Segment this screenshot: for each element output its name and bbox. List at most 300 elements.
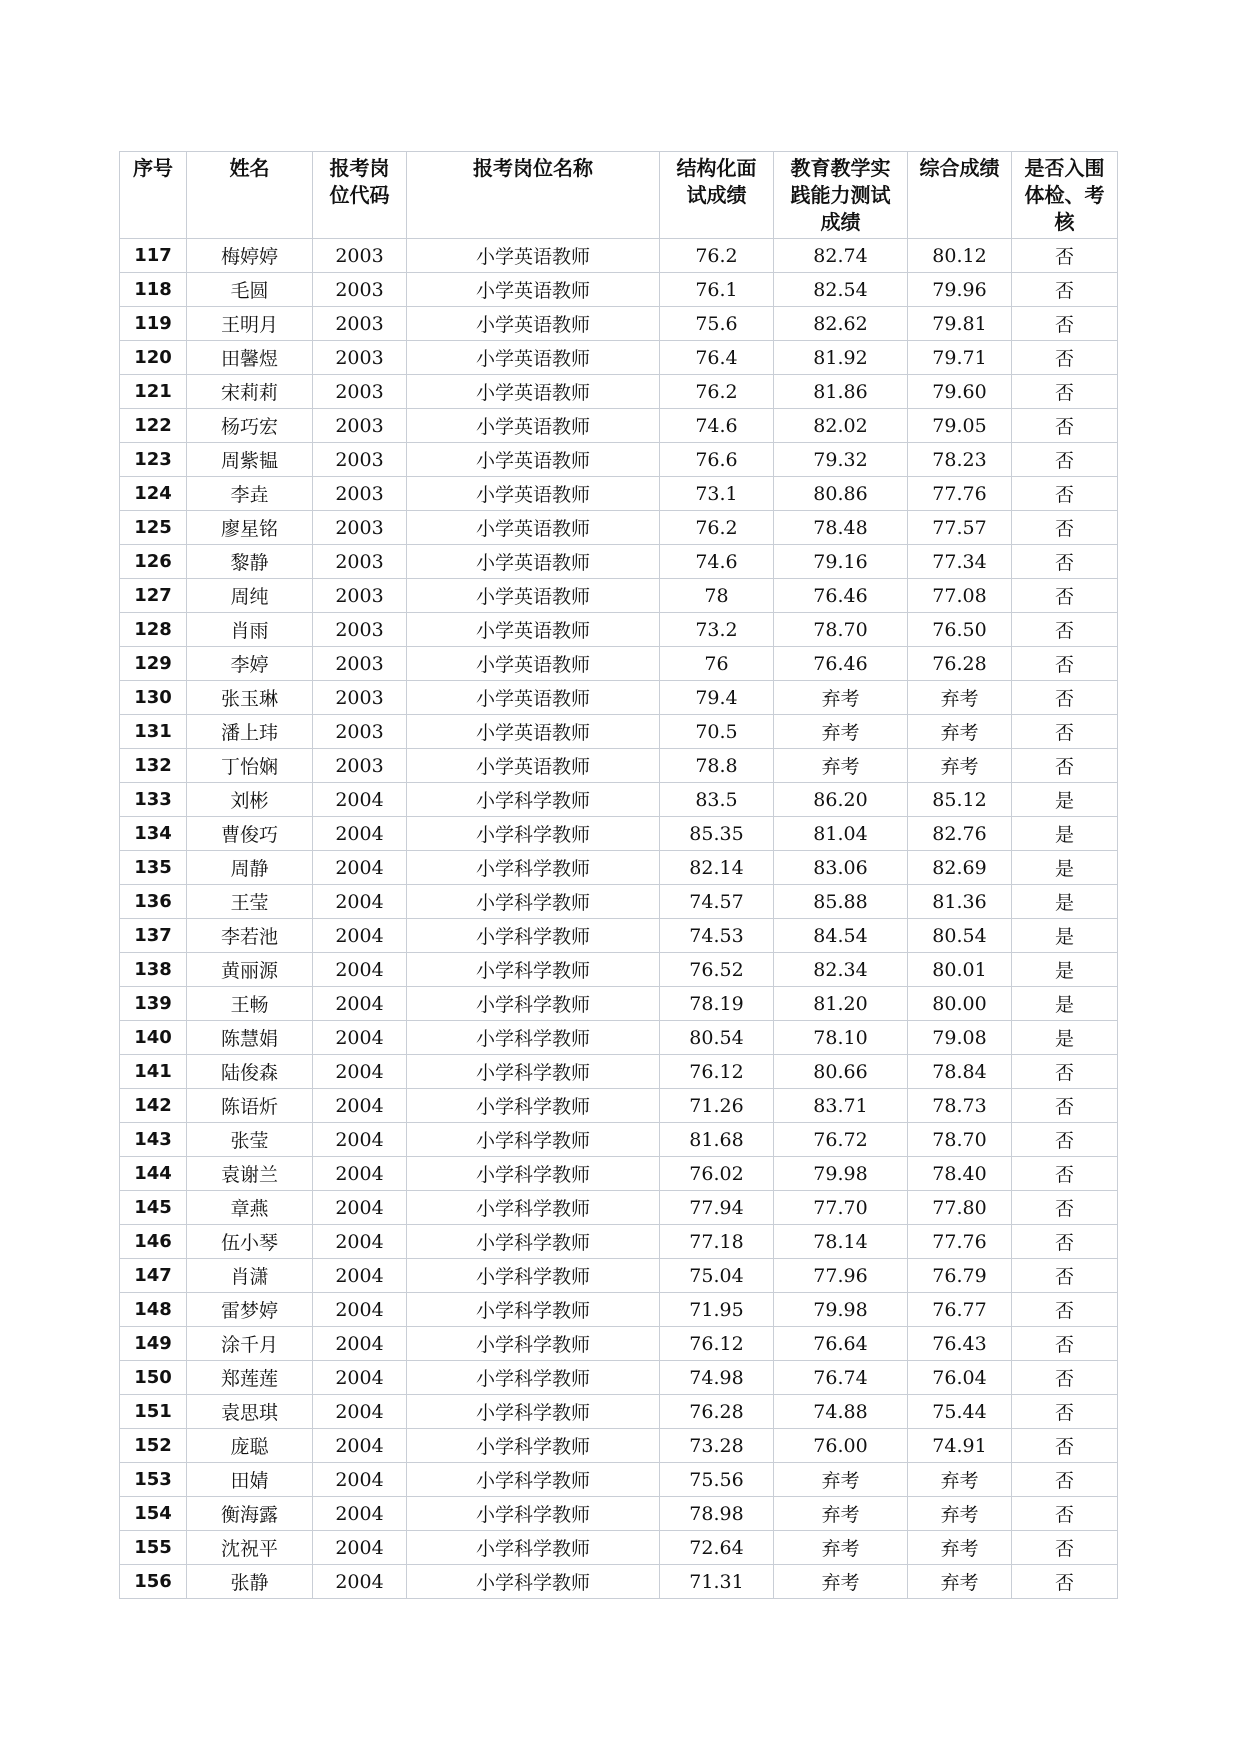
cell-post-code: 2003 [313,443,407,477]
cell-post-name: 小学英语教师 [407,341,660,375]
cell-post-name: 小学英语教师 [407,511,660,545]
results-table [119,151,1118,1599]
cell-shortlist: 否 [1012,511,1118,545]
cell-post-code: 2003 [313,749,407,783]
cell-seq: 135 [120,851,187,885]
cell-post-code: 2003 [313,375,407,409]
cell-total-score: 78.84 [908,1055,1012,1089]
cell-name: 李若池 [187,919,313,953]
table-row [120,545,1118,579]
cell-name: 肖雨 [187,613,313,647]
cell-post-code: 2004 [313,1293,407,1327]
cell-name: 丁怡娴 [187,749,313,783]
cell-post-code: 2004 [313,1429,407,1463]
cell-total-score: 79.96 [908,273,1012,307]
cell-post-name: 小学科学教师 [407,1259,660,1293]
table-row [120,307,1118,341]
cell-total-score: 79.08 [908,1021,1012,1055]
cell-interview-score: 77.94 [660,1191,774,1225]
cell-total-score: 76.79 [908,1259,1012,1293]
cell-total-score: 79.60 [908,375,1012,409]
table-row [120,273,1118,307]
cell-shortlist: 否 [1012,1225,1118,1259]
table-row [120,1327,1118,1361]
table-row [120,1361,1118,1395]
table-row [120,1463,1118,1497]
cell-total-score: 80.00 [908,987,1012,1021]
cell-interview-score: 83.5 [660,783,774,817]
cell-post-code: 2004 [313,885,407,919]
cell-post-name: 小学英语教师 [407,239,660,273]
cell-total-score: 79.05 [908,409,1012,443]
cell-total-score: 77.34 [908,545,1012,579]
cell-interview-score: 76 [660,647,774,681]
cell-seq: 140 [120,1021,187,1055]
cell-seq: 132 [120,749,187,783]
cell-total-score: 79.71 [908,341,1012,375]
cell-seq: 127 [120,579,187,613]
cell-shortlist: 否 [1012,545,1118,579]
cell-shortlist: 否 [1012,375,1118,409]
cell-post-code: 2003 [313,715,407,749]
cell-total-score: 弃考 [908,1463,1012,1497]
cell-practice-score: 81.86 [774,375,908,409]
cell-post-name: 小学科学教师 [407,1021,660,1055]
cell-name: 王莹 [187,885,313,919]
cell-post-name: 小学科学教师 [407,851,660,885]
cell-post-name: 小学科学教师 [407,1225,660,1259]
cell-seq: 133 [120,783,187,817]
cell-shortlist: 否 [1012,1259,1118,1293]
cell-practice-score: 76.72 [774,1123,908,1157]
cell-post-code: 2004 [313,1191,407,1225]
cell-post-name: 小学科学教师 [407,919,660,953]
cell-interview-score: 74.53 [660,919,774,953]
cell-name: 陈慧娟 [187,1021,313,1055]
cell-seq: 128 [120,613,187,647]
cell-seq: 122 [120,409,187,443]
cell-post-name: 小学科学教师 [407,1531,660,1565]
cell-post-name: 小学英语教师 [407,715,660,749]
cell-post-code: 2004 [313,1565,407,1599]
cell-practice-score: 79.16 [774,545,908,579]
cell-total-score: 78.70 [908,1123,1012,1157]
cell-shortlist: 否 [1012,1565,1118,1599]
cell-total-score: 弃考 [908,681,1012,715]
cell-total-score: 80.54 [908,919,1012,953]
table-row [120,987,1118,1021]
cell-name: 田馨煜 [187,341,313,375]
cell-shortlist: 否 [1012,273,1118,307]
cell-post-name: 小学科学教师 [407,1429,660,1463]
table-row [120,1293,1118,1327]
cell-shortlist: 否 [1012,409,1118,443]
cell-seq: 126 [120,545,187,579]
cell-name: 黎静 [187,545,313,579]
cell-post-code: 2003 [313,239,407,273]
cell-seq: 130 [120,681,187,715]
cell-post-name: 小学科学教师 [407,817,660,851]
cell-total-score: 81.36 [908,885,1012,919]
cell-practice-score: 弃考 [774,749,908,783]
cell-total-score: 77.76 [908,1225,1012,1259]
cell-interview-score: 73.1 [660,477,774,511]
cell-post-code: 2004 [313,1497,407,1531]
cell-total-score: 78.23 [908,443,1012,477]
cell-interview-score: 85.35 [660,817,774,851]
cell-seq: 125 [120,511,187,545]
cell-shortlist: 否 [1012,1531,1118,1565]
cell-name: 潘上玮 [187,715,313,749]
header-name: 姓名 [187,152,313,239]
cell-interview-score: 77.18 [660,1225,774,1259]
table-row [120,919,1118,953]
cell-post-code: 2003 [313,307,407,341]
cell-name: 周静 [187,851,313,885]
cell-practice-score: 80.66 [774,1055,908,1089]
cell-seq: 146 [120,1225,187,1259]
cell-interview-score: 81.68 [660,1123,774,1157]
cell-practice-score: 弃考 [774,681,908,715]
cell-post-code: 2004 [313,1463,407,1497]
cell-interview-score: 71.26 [660,1089,774,1123]
cell-name: 刘彬 [187,783,313,817]
cell-practice-score: 84.54 [774,919,908,953]
cell-shortlist: 否 [1012,1157,1118,1191]
table-row [120,1055,1118,1089]
cell-name: 袁谢兰 [187,1157,313,1191]
header-total-score: 综合成绩 [908,152,1012,239]
cell-practice-score: 85.88 [774,885,908,919]
cell-name: 周纯 [187,579,313,613]
cell-interview-score: 74.57 [660,885,774,919]
cell-interview-score: 78.8 [660,749,774,783]
cell-post-name: 小学科学教师 [407,1395,660,1429]
cell-post-code: 2004 [313,1531,407,1565]
cell-practice-score: 78.70 [774,613,908,647]
cell-name: 王明月 [187,307,313,341]
cell-name: 张静 [187,1565,313,1599]
table-row [120,239,1118,273]
cell-post-name: 小学英语教师 [407,647,660,681]
cell-shortlist: 是 [1012,1021,1118,1055]
cell-total-score: 77.08 [908,579,1012,613]
cell-post-code: 2003 [313,579,407,613]
cell-name: 沈祝平 [187,1531,313,1565]
cell-seq: 136 [120,885,187,919]
cell-total-score: 79.81 [908,307,1012,341]
cell-shortlist: 否 [1012,307,1118,341]
table-row [120,511,1118,545]
cell-practice-score: 81.20 [774,987,908,1021]
cell-practice-score: 弃考 [774,715,908,749]
table-row [120,409,1118,443]
table-row [120,1225,1118,1259]
cell-total-score: 76.04 [908,1361,1012,1395]
cell-shortlist: 是 [1012,783,1118,817]
cell-name: 毛圆 [187,273,313,307]
cell-seq: 155 [120,1531,187,1565]
cell-post-name: 小学科学教师 [407,1157,660,1191]
cell-shortlist: 否 [1012,239,1118,273]
cell-total-score: 77.80 [908,1191,1012,1225]
cell-practice-score: 76.74 [774,1361,908,1395]
cell-shortlist: 是 [1012,919,1118,953]
cell-total-score: 76.28 [908,647,1012,681]
cell-post-name: 小学科学教师 [407,987,660,1021]
cell-shortlist: 是 [1012,885,1118,919]
cell-post-code: 2004 [313,1225,407,1259]
cell-name: 廖星铭 [187,511,313,545]
cell-shortlist: 否 [1012,1293,1118,1327]
cell-post-code: 2004 [313,783,407,817]
cell-name: 李垚 [187,477,313,511]
table-row [120,443,1118,477]
header-row [120,152,1118,239]
cell-total-score: 弃考 [908,749,1012,783]
cell-post-code: 2004 [313,1395,407,1429]
cell-practice-score: 82.74 [774,239,908,273]
cell-practice-score: 83.06 [774,851,908,885]
cell-seq: 138 [120,953,187,987]
cell-practice-score: 78.14 [774,1225,908,1259]
cell-post-name: 小学英语教师 [407,681,660,715]
cell-practice-score: 弃考 [774,1531,908,1565]
cell-total-score: 弃考 [908,1497,1012,1531]
header-seq: 序号 [120,152,187,239]
cell-post-name: 小学英语教师 [407,307,660,341]
table-row [120,1259,1118,1293]
table-row [120,341,1118,375]
cell-seq: 153 [120,1463,187,1497]
table-row [120,783,1118,817]
cell-interview-score: 76.2 [660,239,774,273]
cell-practice-score: 82.54 [774,273,908,307]
cell-seq: 144 [120,1157,187,1191]
cell-name: 曹俊巧 [187,817,313,851]
table-row [120,647,1118,681]
cell-interview-score: 76.6 [660,443,774,477]
cell-interview-score: 71.95 [660,1293,774,1327]
cell-practice-score: 弃考 [774,1497,908,1531]
header-post-name: 报考岗位名称 [407,152,660,239]
cell-post-code: 2004 [313,1123,407,1157]
cell-post-name: 小学英语教师 [407,443,660,477]
cell-shortlist: 否 [1012,477,1118,511]
cell-total-score: 80.01 [908,953,1012,987]
cell-interview-score: 73.2 [660,613,774,647]
cell-practice-score: 83.71 [774,1089,908,1123]
table-row [120,681,1118,715]
cell-post-name: 小学英语教师 [407,375,660,409]
cell-shortlist: 否 [1012,1089,1118,1123]
cell-post-code: 2004 [313,1055,407,1089]
cell-post-code: 2003 [313,409,407,443]
cell-interview-score: 76.52 [660,953,774,987]
cell-seq: 150 [120,1361,187,1395]
cell-shortlist: 否 [1012,1123,1118,1157]
cell-name: 王畅 [187,987,313,1021]
cell-practice-score: 79.32 [774,443,908,477]
cell-interview-score: 76.2 [660,375,774,409]
cell-seq: 131 [120,715,187,749]
table-row [120,375,1118,409]
table-row [120,579,1118,613]
cell-total-score: 77.57 [908,511,1012,545]
cell-seq: 142 [120,1089,187,1123]
cell-seq: 154 [120,1497,187,1531]
cell-post-code: 2004 [313,817,407,851]
cell-name: 郑莲莲 [187,1361,313,1395]
cell-interview-score: 75.04 [660,1259,774,1293]
cell-post-name: 小学科学教师 [407,1293,660,1327]
cell-interview-score: 71.31 [660,1565,774,1599]
cell-practice-score: 81.92 [774,341,908,375]
cell-interview-score: 74.98 [660,1361,774,1395]
cell-shortlist: 是 [1012,817,1118,851]
cell-post-code: 2004 [313,953,407,987]
cell-post-name: 小学科学教师 [407,1191,660,1225]
table-row [120,613,1118,647]
table-row [120,1191,1118,1225]
cell-total-score: 弃考 [908,1531,1012,1565]
cell-post-code: 2004 [313,1021,407,1055]
cell-practice-score: 79.98 [774,1157,908,1191]
table-row [120,1021,1118,1055]
cell-total-score: 弃考 [908,715,1012,749]
cell-shortlist: 否 [1012,715,1118,749]
cell-interview-score: 76.1 [660,273,774,307]
cell-interview-score: 70.5 [660,715,774,749]
cell-shortlist: 否 [1012,681,1118,715]
cell-post-code: 2003 [313,647,407,681]
cell-practice-score: 79.98 [774,1293,908,1327]
cell-name: 雷梦婷 [187,1293,313,1327]
cell-post-code: 2004 [313,987,407,1021]
cell-interview-score: 76.12 [660,1327,774,1361]
table-row [120,1565,1118,1599]
cell-seq: 148 [120,1293,187,1327]
cell-seq: 143 [120,1123,187,1157]
cell-interview-score: 78.98 [660,1497,774,1531]
cell-seq: 149 [120,1327,187,1361]
cell-seq: 147 [120,1259,187,1293]
cell-practice-score: 80.86 [774,477,908,511]
cell-shortlist: 否 [1012,1361,1118,1395]
cell-interview-score: 78 [660,579,774,613]
header-interview-score: 结构化面试成绩 [660,152,774,239]
cell-post-code: 2004 [313,919,407,953]
cell-post-code: 2003 [313,545,407,579]
cell-interview-score: 80.54 [660,1021,774,1055]
cell-total-score: 76.50 [908,613,1012,647]
cell-name: 张玉琳 [187,681,313,715]
cell-seq: 137 [120,919,187,953]
cell-post-code: 2003 [313,681,407,715]
cell-post-name: 小学科学教师 [407,1361,660,1395]
cell-seq: 121 [120,375,187,409]
cell-post-code: 2004 [313,1089,407,1123]
cell-practice-score: 弃考 [774,1463,908,1497]
cell-seq: 120 [120,341,187,375]
cell-shortlist: 是 [1012,987,1118,1021]
cell-interview-score: 76.28 [660,1395,774,1429]
cell-total-score: 82.76 [908,817,1012,851]
cell-practice-score: 弃考 [774,1565,908,1599]
cell-shortlist: 否 [1012,579,1118,613]
cell-post-name: 小学英语教师 [407,545,660,579]
cell-shortlist: 是 [1012,953,1118,987]
cell-post-name: 小学英语教师 [407,409,660,443]
table-row [120,749,1118,783]
cell-seq: 134 [120,817,187,851]
cell-interview-score: 76.12 [660,1055,774,1089]
cell-name: 周紫韫 [187,443,313,477]
cell-post-code: 2003 [313,341,407,375]
cell-practice-score: 77.70 [774,1191,908,1225]
cell-name: 陆俊森 [187,1055,313,1089]
cell-interview-score: 74.6 [660,409,774,443]
cell-practice-score: 74.88 [774,1395,908,1429]
cell-shortlist: 否 [1012,1055,1118,1089]
cell-total-score: 77.76 [908,477,1012,511]
cell-shortlist: 否 [1012,749,1118,783]
cell-name: 庞聪 [187,1429,313,1463]
cell-total-score: 74.91 [908,1429,1012,1463]
results-body [120,239,1118,1599]
cell-post-code: 2004 [313,1361,407,1395]
cell-post-name: 小学英语教师 [407,477,660,511]
table-row [120,715,1118,749]
header-practice-score: 教育教学实践能力测试成绩 [774,152,908,239]
cell-post-name: 小学科学教师 [407,1565,660,1599]
cell-post-code: 2003 [313,511,407,545]
cell-shortlist: 否 [1012,1497,1118,1531]
cell-practice-score: 76.64 [774,1327,908,1361]
header-shortlist: 是否入围体检、考核 [1012,152,1118,239]
cell-name: 田婧 [187,1463,313,1497]
cell-name: 袁思琪 [187,1395,313,1429]
table-row [120,953,1118,987]
cell-name: 陈语炘 [187,1089,313,1123]
cell-total-score: 80.12 [908,239,1012,273]
cell-seq: 156 [120,1565,187,1599]
table-row [120,885,1118,919]
cell-practice-score: 81.04 [774,817,908,851]
table-row [120,1157,1118,1191]
cell-total-score: 76.43 [908,1327,1012,1361]
cell-practice-score: 78.48 [774,511,908,545]
cell-name: 肖潇 [187,1259,313,1293]
cell-seq: 152 [120,1429,187,1463]
cell-post-code: 2003 [313,273,407,307]
cell-shortlist: 否 [1012,443,1118,477]
cell-seq: 117 [120,239,187,273]
cell-total-score: 85.12 [908,783,1012,817]
cell-seq: 151 [120,1395,187,1429]
cell-interview-score: 76.2 [660,511,774,545]
cell-name: 衡海露 [187,1497,313,1531]
cell-seq: 129 [120,647,187,681]
cell-post-code: 2004 [313,1157,407,1191]
table-row [120,1429,1118,1463]
table-row [120,1395,1118,1429]
cell-interview-score: 75.56 [660,1463,774,1497]
cell-shortlist: 否 [1012,1327,1118,1361]
cell-practice-score: 78.10 [774,1021,908,1055]
cell-shortlist: 否 [1012,1463,1118,1497]
cell-name: 章燕 [187,1191,313,1225]
